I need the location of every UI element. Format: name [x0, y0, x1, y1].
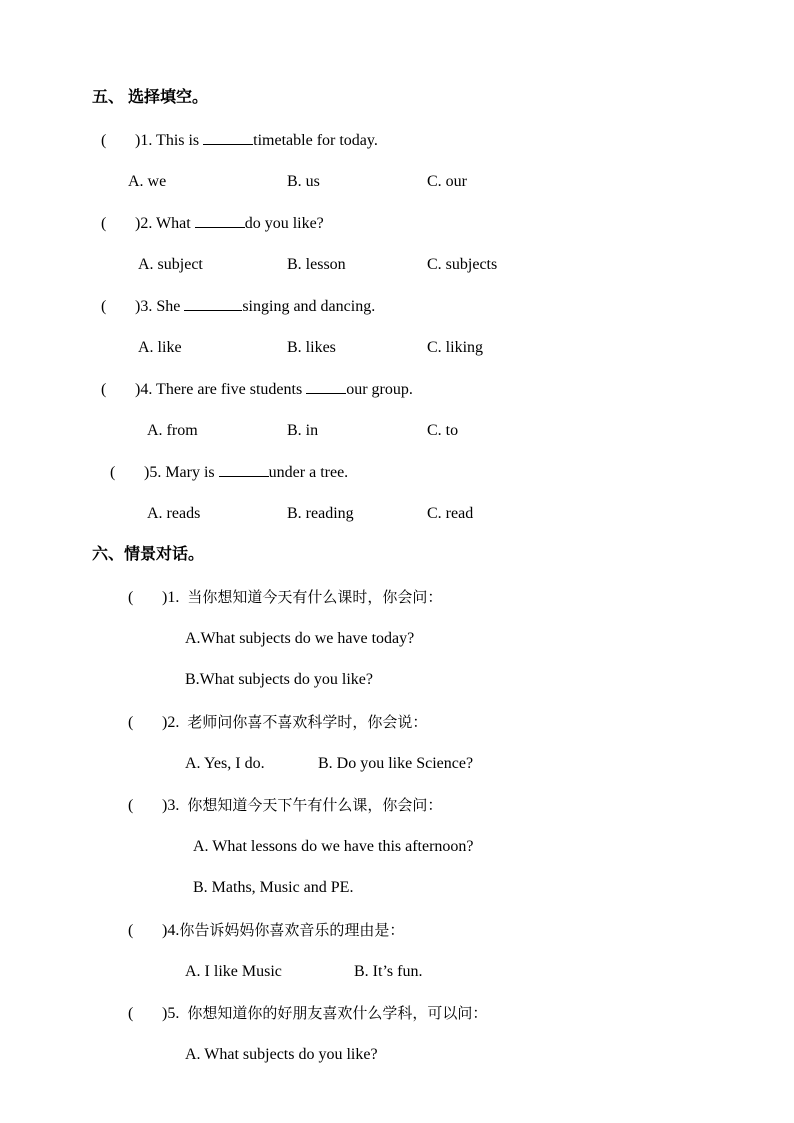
s6-q5-option-a: A. What subjects do you like?: [185, 1046, 378, 1063]
option: B. lesson: [287, 256, 346, 273]
option: A. subject: [138, 256, 203, 273]
option: A. like: [138, 339, 182, 356]
option: B. It’s fun.: [354, 963, 423, 980]
option: C. subjects: [427, 256, 498, 273]
option: A. reads: [147, 505, 201, 522]
s6-question-2: ( )2. 老师问你喜不喜欢科学时，你会说：: [128, 713, 428, 731]
option: B. us: [287, 173, 320, 190]
option: C. to: [427, 422, 459, 439]
answer-blank: [219, 462, 269, 477]
s6-question-1: ( )1. 当你想知道今天有什么课时，你会问：: [128, 588, 443, 606]
option: C. liking: [427, 339, 484, 356]
s6-question-4: ( )4.你告诉妈妈你喜欢音乐的理由是：: [128, 921, 405, 939]
option: B. reading: [287, 505, 354, 522]
option: A. Yes, I do.: [185, 755, 265, 772]
option: A. from: [147, 422, 198, 439]
s5-question-4: ( )4. There are five students our group.: [101, 381, 413, 398]
option: A. I like Music: [185, 963, 282, 980]
s5-question-3: ( )3. She singing and dancing.: [101, 298, 376, 315]
s5-question-5: ( )5. Mary is under a tree.: [110, 464, 349, 481]
s5-question-1: ( )1. This is timetable for today.: [101, 132, 378, 149]
option: C. our: [427, 173, 467, 190]
answer-blank: [306, 379, 346, 394]
s6-q3-option-b: B. Maths, Music and PE.: [193, 879, 354, 896]
answer-blank: [203, 130, 253, 145]
option: B. in: [287, 422, 319, 439]
answer-blank: [184, 296, 242, 311]
section-5-title: 五、 选择填空。: [92, 89, 209, 106]
section-6-title: 六、情景对话。: [92, 546, 205, 563]
s6-q3-option-a: A. What lessons do we have this afternoon?: [193, 838, 474, 855]
s6-question-3: ( )3. 你想知道今天下午有什么课，你会问：: [128, 796, 443, 814]
option: C. read: [427, 505, 474, 522]
s6-q1-option-b: B.What subjects do you like?: [185, 671, 373, 688]
s6-question-5: ( )5. 你想知道你的好朋友喜欢什么学科，可以问：: [128, 1004, 488, 1022]
answer-blank: [195, 213, 245, 228]
option: B. likes: [287, 339, 336, 356]
s6-q1-option-a: A.What subjects do we have today?: [185, 630, 415, 647]
option: A. we: [128, 173, 167, 190]
s5-question-2: ( )2. What do you like?: [101, 215, 324, 232]
option: B. Do you like Science?: [318, 755, 474, 772]
